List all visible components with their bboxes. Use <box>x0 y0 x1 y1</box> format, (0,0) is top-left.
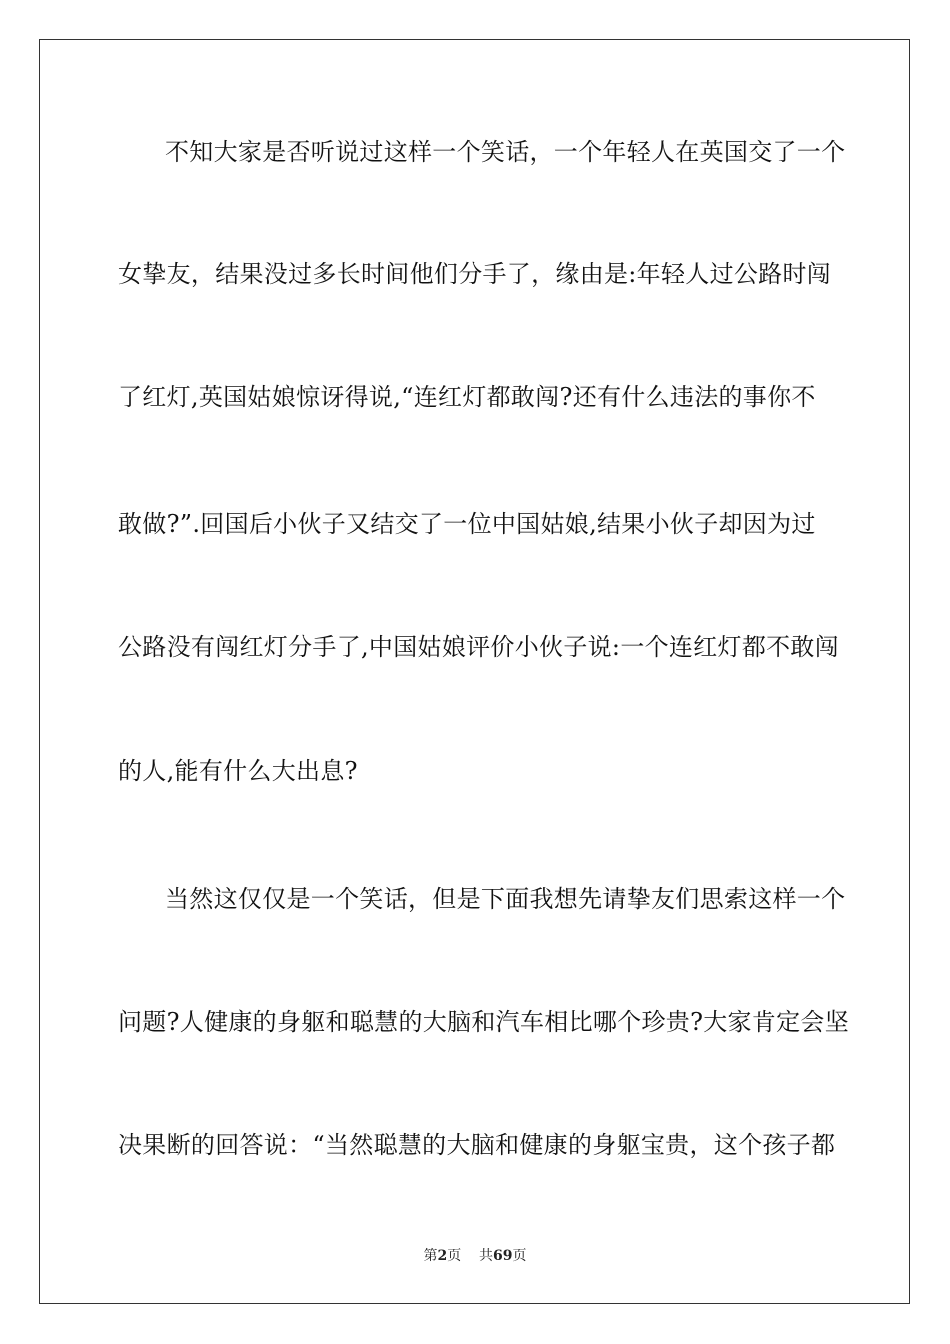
paragraph-1-line-5: 公路没有闯红灯分手了,中国姑娘评价小伙子说:一个连红灯都不敢闯 <box>118 633 840 661</box>
page-border <box>39 39 910 1304</box>
paragraph-1-line-3: 了红灯,英国姑娘惊讶得说,“连红灯都敢闯?还有什么违法的事你不 <box>118 383 816 411</box>
page-footer <box>0 1246 950 1266</box>
footer-total-prefix: 共 <box>479 1248 494 1264</box>
footer-page-number: 2 <box>437 1248 448 1264</box>
paragraph-1-line-1: 不知大家是否听说过这样一个笑话，一个年轻人在英国交了一个 <box>165 138 846 166</box>
footer-total-pages: 69 <box>493 1248 513 1264</box>
paragraph-2-line-2: 问题?人健康的身躯和聪慧的大脑和汽车相比哪个珍贵?大家肯定会坚 <box>118 1008 850 1036</box>
footer-page-prefix: 第 <box>423 1248 438 1264</box>
paragraph-1-line-6: 的人,能有什么大出息? <box>118 757 358 785</box>
paragraph-1-line-2: 女挚友，结果没过多长时间他们分手了，缘由是:年轻人过公路时闯 <box>118 260 832 288</box>
footer-total-suffix: 页 <box>512 1248 527 1264</box>
paragraph-2-line-1: 当然这仅仅是一个笑话，但是下面我想先请挚友们思索这样一个 <box>165 885 846 913</box>
paragraph-1-line-4: 敢做?”.回国后小伙子又结交了一位中国姑娘,结果小伙子却因为过 <box>118 510 816 538</box>
paragraph-2-line-3: 决果断的回答说：“当然聪慧的大脑和健康的身躯宝贵，这个孩子都 <box>118 1131 836 1159</box>
footer-page-suffix: 页 <box>447 1248 462 1264</box>
